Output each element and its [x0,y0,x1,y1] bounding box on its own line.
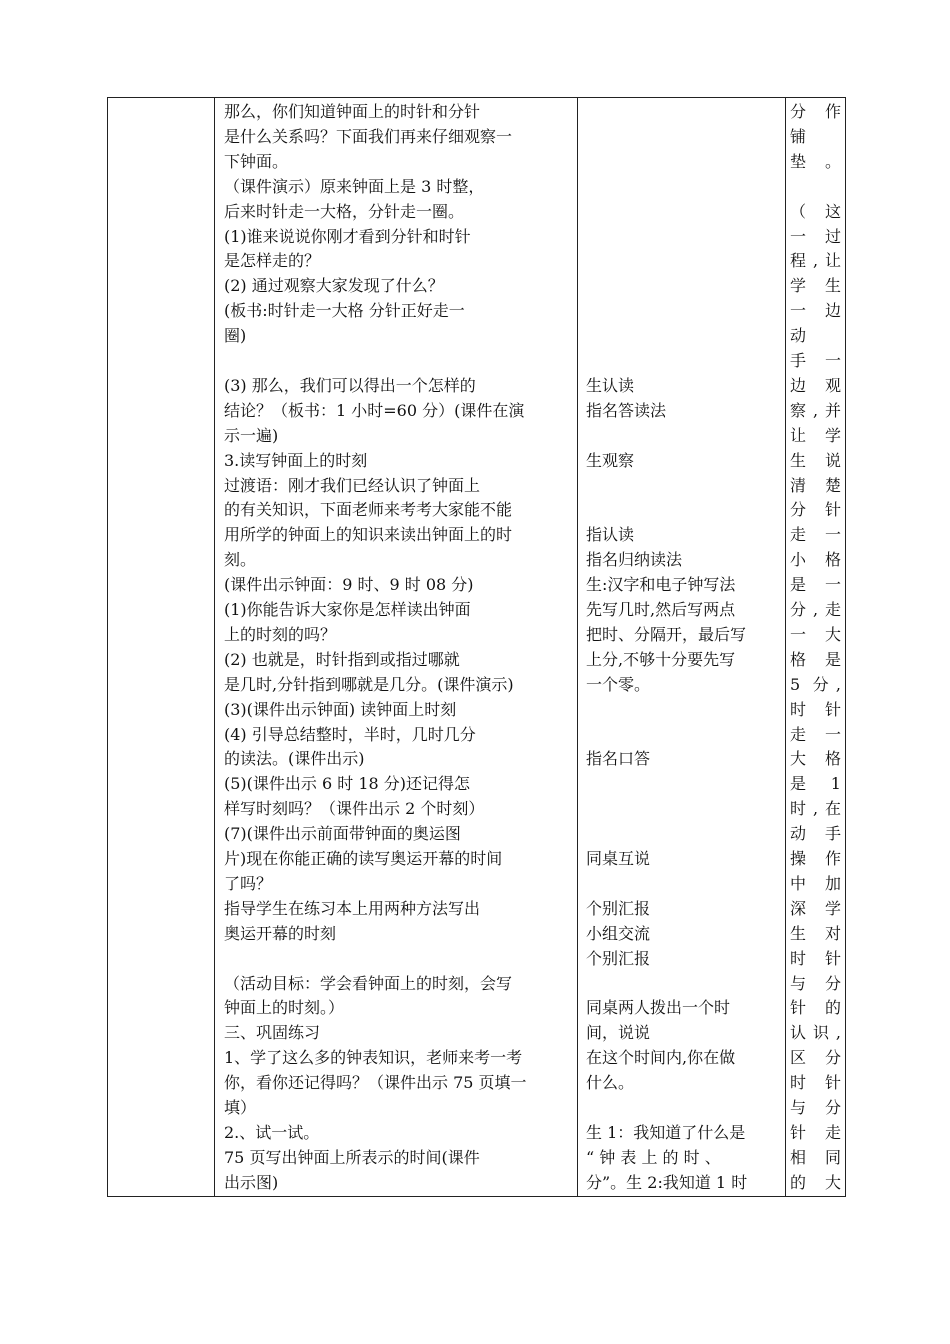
text-line: 清 楚 [790,475,841,495]
text-line: 个别汇报 [586,898,651,918]
text-line: 时 针 [790,1073,841,1093]
text-line: 指名答读法 [586,400,667,420]
text-line: 是几时,分针指到哪就是几分。(课件演示) [224,674,514,694]
text-line: 动 手 [790,824,841,844]
text-line: 片)现在你能正确的读写奥运开幕的时间 [224,849,503,868]
text-line: (1)你能告诉大家你是怎样读出钟面 [224,600,471,619]
text-line: 结论？（板书：1 小时=60 分）(课件在演 [224,400,525,420]
text-line: （活动目标：学会看钟面上的时刻，会写 [224,973,513,993]
text-line: 间，说说 [586,1023,651,1043]
text-line: 分 作 [790,102,841,121]
student-activity-cell [578,98,786,1197]
text-line: (7)(课件出示前面带钟面的奥运图 [224,824,461,844]
text-line: 分,走 [790,600,841,619]
text-line: “ 钟 表 上 的 时 、 [586,1147,721,1167]
text-line: 后来时针走一大格，分针走一圈。 [224,201,465,221]
text-line: (板书:时针走一大格 分针正好走一 [224,301,465,321]
text-line: 刻。 [224,550,257,570]
text-line: 生 说 [790,450,841,470]
text-line: 针的 [790,998,841,1018]
text-line: 用所学的钟面上的知识来读出钟面上的时 [224,525,513,545]
text-line: 一大 [790,624,841,644]
text-line: 示一遍) [224,425,279,445]
text-line: 生 1：我知道了什么是 [586,1122,746,1142]
text-line: 是 一 [790,575,841,595]
text-line: 走 一 [790,724,841,744]
text-line: 3.读写钟面上的时刻 [224,450,368,470]
text-line: 下钟面。 [224,151,289,171]
text-line: 的有关知识，下面老师来考考大家能不能 [224,500,513,520]
text-line: 格 是 [790,649,841,669]
text-line: (2) 通过观察大家发现了什么？ [224,276,444,296]
text-line: 的 大 [790,1172,841,1192]
text-line: 先写几时,然后写两点 [586,600,736,619]
text-line: 认识, [790,1023,841,1043]
text-line: 时,在 [790,799,841,819]
text-line: 是怎样走的？ [224,251,321,271]
text-line: 出示图) [224,1172,279,1192]
text-line: 把时、分隔开，最后写 [586,624,747,644]
text-line: 5 分, [790,674,841,694]
text-line: 与 分 [790,1098,841,1117]
text-line: 的读法。(课件出示) [224,749,365,769]
text-line: 手 一 [790,351,841,370]
text-line: 时 针 [790,948,841,968]
text-line: (3)(课件出示钟面) 读钟面上时刻 [224,699,457,719]
text-line: 生认读 [586,375,635,395]
text-line: 察,并 [790,400,841,420]
text-line: (课件出示钟面：9 时、9 时 08 分) [224,575,474,595]
text-line: 指名归纳读法 [586,550,683,570]
text-line: 深 学 [790,898,841,918]
text-line: 小组交流 [586,923,651,943]
text-line: 小格 [790,550,841,570]
text-line: (5)(课件出示 6 时 18 分)还记得怎 [224,774,471,794]
text-line: 操 作 [790,849,841,868]
text-line: 你，看你还记得吗？（课件出示 75 页填一 [224,1073,527,1093]
text-line: 动 [790,326,807,346]
text-line: 学 生 [790,276,841,296]
text-line: 三、巩固练习 [224,1023,321,1043]
text-line: 与 分 [790,973,841,993]
text-line: (2) 也就是，时针指到或指过哪就 [224,649,460,669]
text-line: 了吗？ [224,873,273,893]
text-line: 区 分 [790,1048,841,1068]
text-line: 是 1 [790,774,841,794]
text-line: （课件演示）原来钟面上是 3 时整， [224,176,485,196]
empty-label-cell [108,98,215,1197]
teaching-process-cell [215,98,578,1197]
text-line: 上分,不够十分要先写 [586,649,736,669]
text-line: 指名口答 [586,749,651,769]
text-line: 边 观 [790,375,841,395]
text-line: (3) 那么，我们可以得出一个怎样的 [224,375,476,395]
text-line: 指导学生在练习本上用两种方法写出 [224,898,481,918]
text-line: 一 过 [790,226,841,246]
text-line: 2.、试一试。 [224,1122,320,1142]
text-line: 走 一 [790,525,841,545]
text-line: 铺 [790,126,807,146]
text-line: 那么，你们知道钟面上的时针和分针 [224,102,481,121]
text-line: 钟面上的时刻。） [224,998,345,1018]
text-line: 分”。生 2:我知道 1 时 [586,1172,748,1192]
text-line: 大 格 [790,749,841,769]
text-line: 一个零。 [586,674,651,694]
text-line: 让 学 [790,425,841,445]
text-line: 中 加 [790,873,841,893]
text-line: 程,让 [790,251,841,271]
text-line: 生观察 [586,450,635,470]
text-line: 是什么关系吗？下面我们再来仔细观察一 [224,126,513,146]
text-line: 样写时刻吗？（课件出示 2 个时刻） [224,799,485,819]
text-line: 同桌互说 [586,849,651,868]
text-line: 奥运开幕的时刻 [224,923,337,943]
text-line: 相 同 [790,1147,841,1167]
text-line: 针 走 [790,1122,841,1142]
text-line: 生:汉字和电子钟写法 [586,575,736,595]
text-line: 上的时刻的吗？ [224,624,337,644]
table-row [108,98,846,1197]
text-line: （ 这 [790,201,841,221]
text-line: 什么。 [586,1073,635,1093]
text-line: 1、学了这么多的钟表知识，老师来考一考 [224,1048,523,1068]
design-intent-cell [786,98,846,1197]
text-line: 过渡语：刚才我们已经认识了钟面上 [224,475,481,495]
text-line: 圈) [224,326,247,346]
text-line: 同桌两人拨出一个时 [586,998,731,1018]
text-line: 一 边 [790,301,841,321]
text-line: 个别汇报 [586,948,651,968]
text-line: 时 针 [790,699,841,719]
text-line: 填） [224,1098,257,1117]
text-line: 在这个时间内,你在做 [586,1048,736,1068]
text-line: 分 针 [790,500,841,520]
text-line: (1)谁来说说你刚才看到分针和时针 [224,226,471,246]
text-line: (4) 引导总结整时，半时，几时几分 [224,724,476,744]
lesson-plan-table [107,97,846,1197]
text-line: 垫。 [790,151,841,171]
text-line: 生 对 [790,923,841,943]
text-line: 75 页写出钟面上所表示的时间(课件 [224,1147,480,1167]
text-line: 指认读 [586,525,635,545]
